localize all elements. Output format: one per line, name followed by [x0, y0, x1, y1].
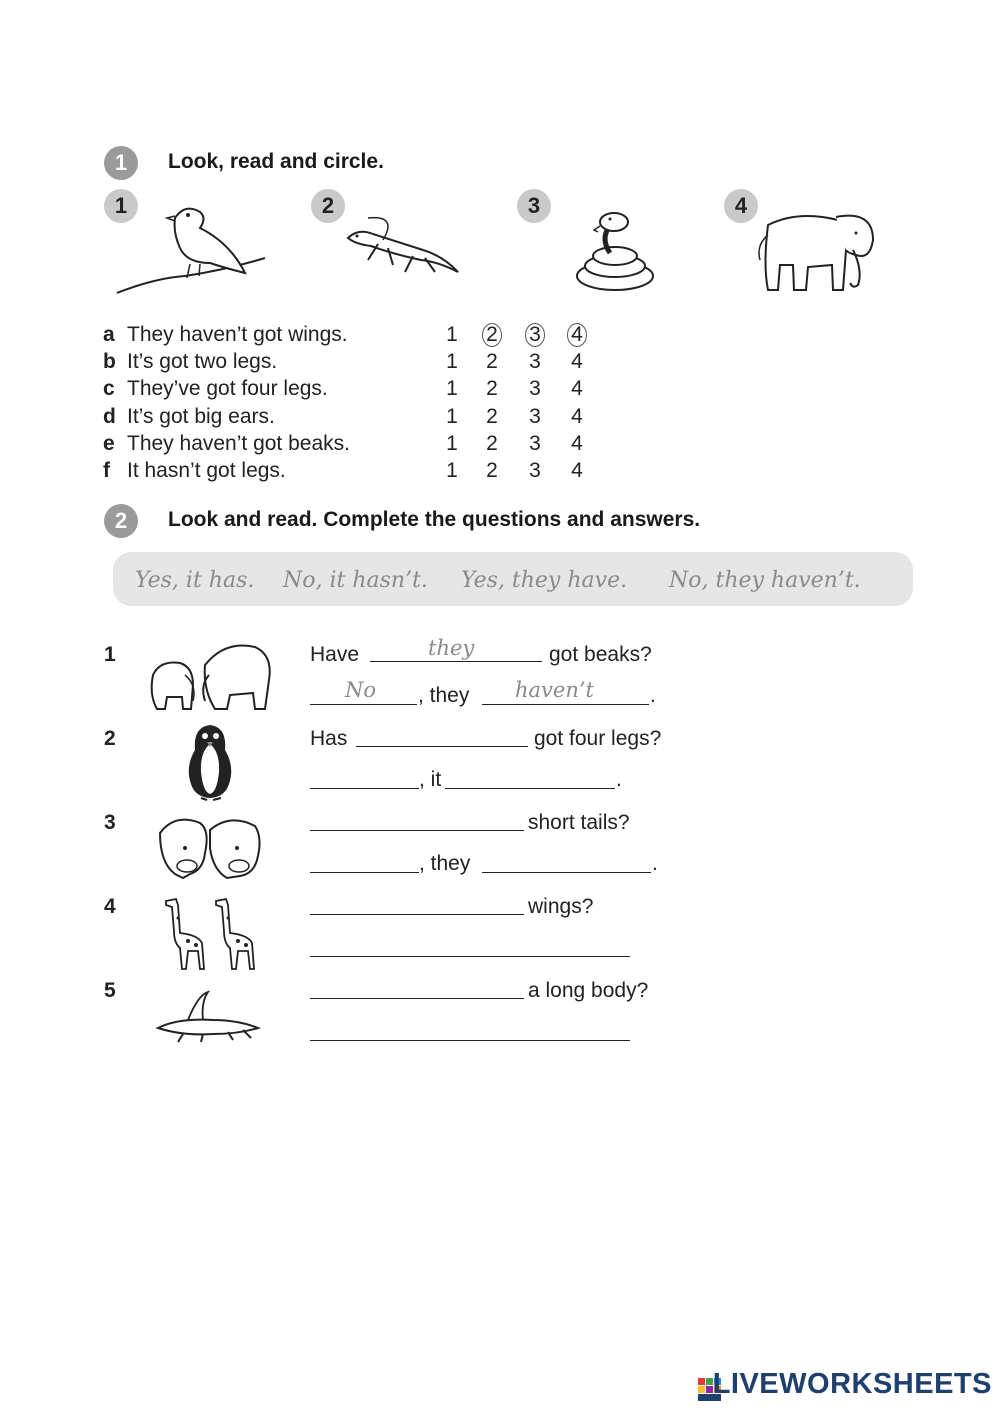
exercise-2-badge: 2: [104, 504, 138, 538]
option-d-2[interactable]: 2: [486, 405, 498, 428]
statement-row-a: [103, 321, 348, 348]
option-b-2[interactable]: 2: [486, 350, 498, 373]
answer-middle: , it: [419, 768, 442, 791]
option-b-4[interactable]: 4: [571, 350, 583, 373]
picture-4-badge: 4: [724, 189, 758, 223]
exercise-1-badge: 1: [104, 146, 138, 180]
option-e-3[interactable]: 3: [529, 432, 541, 455]
statement-row-b: [103, 348, 277, 375]
liveworksheets-brand[interactable]: LIVEWORKSHEETS: [712, 1368, 992, 1400]
question-number: 4: [104, 895, 116, 918]
row-text: It hasn’t got legs.: [127, 459, 286, 482]
option-f-2[interactable]: 2: [486, 459, 498, 482]
option-a-4[interactable]: 4: [567, 323, 587, 347]
option-c-1[interactable]: 1: [446, 377, 458, 400]
row-letter: b: [103, 350, 116, 373]
option-a-3[interactable]: 3: [525, 323, 545, 347]
option-c-4[interactable]: 4: [571, 377, 583, 400]
answer-line[interactable]: [482, 704, 649, 705]
option-f-1[interactable]: 1: [446, 459, 458, 482]
answer-line[interactable]: [310, 830, 524, 831]
answer-line[interactable]: [310, 998, 524, 999]
elephants-icon: [145, 635, 275, 715]
bank-phrase-1: Yes, it has.: [135, 568, 255, 593]
row-text: They haven’t got wings.: [127, 323, 348, 346]
giraffes-icon: [158, 893, 268, 973]
row-text: They’ve got four legs.: [127, 377, 328, 400]
answer-middle: , they: [418, 684, 470, 707]
question-number: 2: [104, 727, 116, 750]
statement-row-c: [103, 375, 328, 402]
option-d-3[interactable]: 3: [529, 405, 541, 428]
lizard-icon: [343, 210, 463, 280]
question-end: got beaks?: [549, 643, 652, 666]
answer-line[interactable]: [370, 661, 542, 662]
option-c-2[interactable]: 2: [486, 377, 498, 400]
answer-bank: [113, 552, 913, 606]
option-b-1[interactable]: 1: [446, 350, 458, 373]
question-end: got four legs?: [534, 727, 662, 750]
row-letter: c: [103, 377, 115, 400]
handwritten-answer: they: [428, 636, 475, 660]
penguin-icon: [183, 722, 238, 802]
question-number: 1: [104, 643, 116, 666]
option-e-1[interactable]: 1: [446, 432, 458, 455]
answer-line[interactable]: [310, 788, 419, 789]
answer-line[interactable]: [445, 788, 615, 789]
answer-line[interactable]: [310, 914, 524, 915]
answer-line[interactable]: [356, 746, 528, 747]
question-end: wings?: [528, 895, 594, 918]
row-letter: a: [103, 323, 115, 346]
hippos-icon: [155, 808, 265, 883]
question-number: 3: [104, 811, 116, 834]
statement-row-f: [103, 457, 286, 484]
option-b-3[interactable]: 3: [529, 350, 541, 373]
answer-line[interactable]: [310, 704, 417, 705]
bank-phrase-3: Yes, they have.: [461, 568, 628, 593]
question-start: Have: [310, 643, 360, 666]
option-d-1[interactable]: 1: [446, 405, 458, 428]
row-text: It’s got big ears.: [127, 405, 275, 428]
answer-end: .: [652, 852, 658, 875]
answer-line[interactable]: [310, 956, 630, 957]
picture-2-badge: 2: [311, 189, 345, 223]
answer-end: .: [616, 768, 622, 791]
bird-icon: [115, 198, 275, 298]
picture-3-badge: 3: [517, 189, 551, 223]
row-text: They haven’t got beaks.: [127, 432, 350, 455]
option-a-1[interactable]: 1: [446, 323, 458, 346]
question-end: short tails?: [528, 811, 630, 834]
crocodile-icon: [153, 990, 263, 1045]
row-letter: d: [103, 405, 116, 428]
question-number: 5: [104, 979, 116, 1002]
statement-row-d: [103, 403, 275, 430]
answer-line[interactable]: [310, 1040, 630, 1041]
question-start: Has: [310, 727, 348, 750]
option-f-3[interactable]: 3: [529, 459, 541, 482]
exercise-1-instruction: Look, read and circle.: [168, 150, 384, 173]
row-letter: e: [103, 432, 115, 455]
elephant-icon: [748, 205, 878, 295]
row-letter: f: [103, 459, 110, 482]
option-d-4[interactable]: 4: [571, 405, 583, 428]
handwritten-answer: haven’t: [515, 678, 594, 702]
option-e-2[interactable]: 2: [486, 432, 498, 455]
option-f-4[interactable]: 4: [571, 459, 583, 482]
option-a-2[interactable]: 2: [482, 323, 502, 347]
answer-end: .: [650, 684, 656, 707]
answer-middle: , they: [419, 852, 471, 875]
statement-row-e: [103, 430, 350, 457]
question-end: a long body?: [528, 979, 649, 1002]
bank-phrase-2: No, it hasn’t.: [283, 568, 428, 593]
handwritten-answer: No: [345, 678, 377, 702]
row-text: It’s got two legs.: [127, 350, 278, 373]
bank-phrase-4: No, they haven’t.: [669, 568, 861, 593]
picture-1-badge: 1: [104, 189, 138, 223]
exercise-2-instruction: Look and read. Complete the questions and answers.: [168, 508, 701, 531]
answer-line[interactable]: [482, 872, 651, 873]
snake-icon: [570, 208, 660, 293]
answer-line[interactable]: [310, 872, 419, 873]
option-e-4[interactable]: 4: [571, 432, 583, 455]
option-c-3[interactable]: 3: [529, 377, 541, 400]
